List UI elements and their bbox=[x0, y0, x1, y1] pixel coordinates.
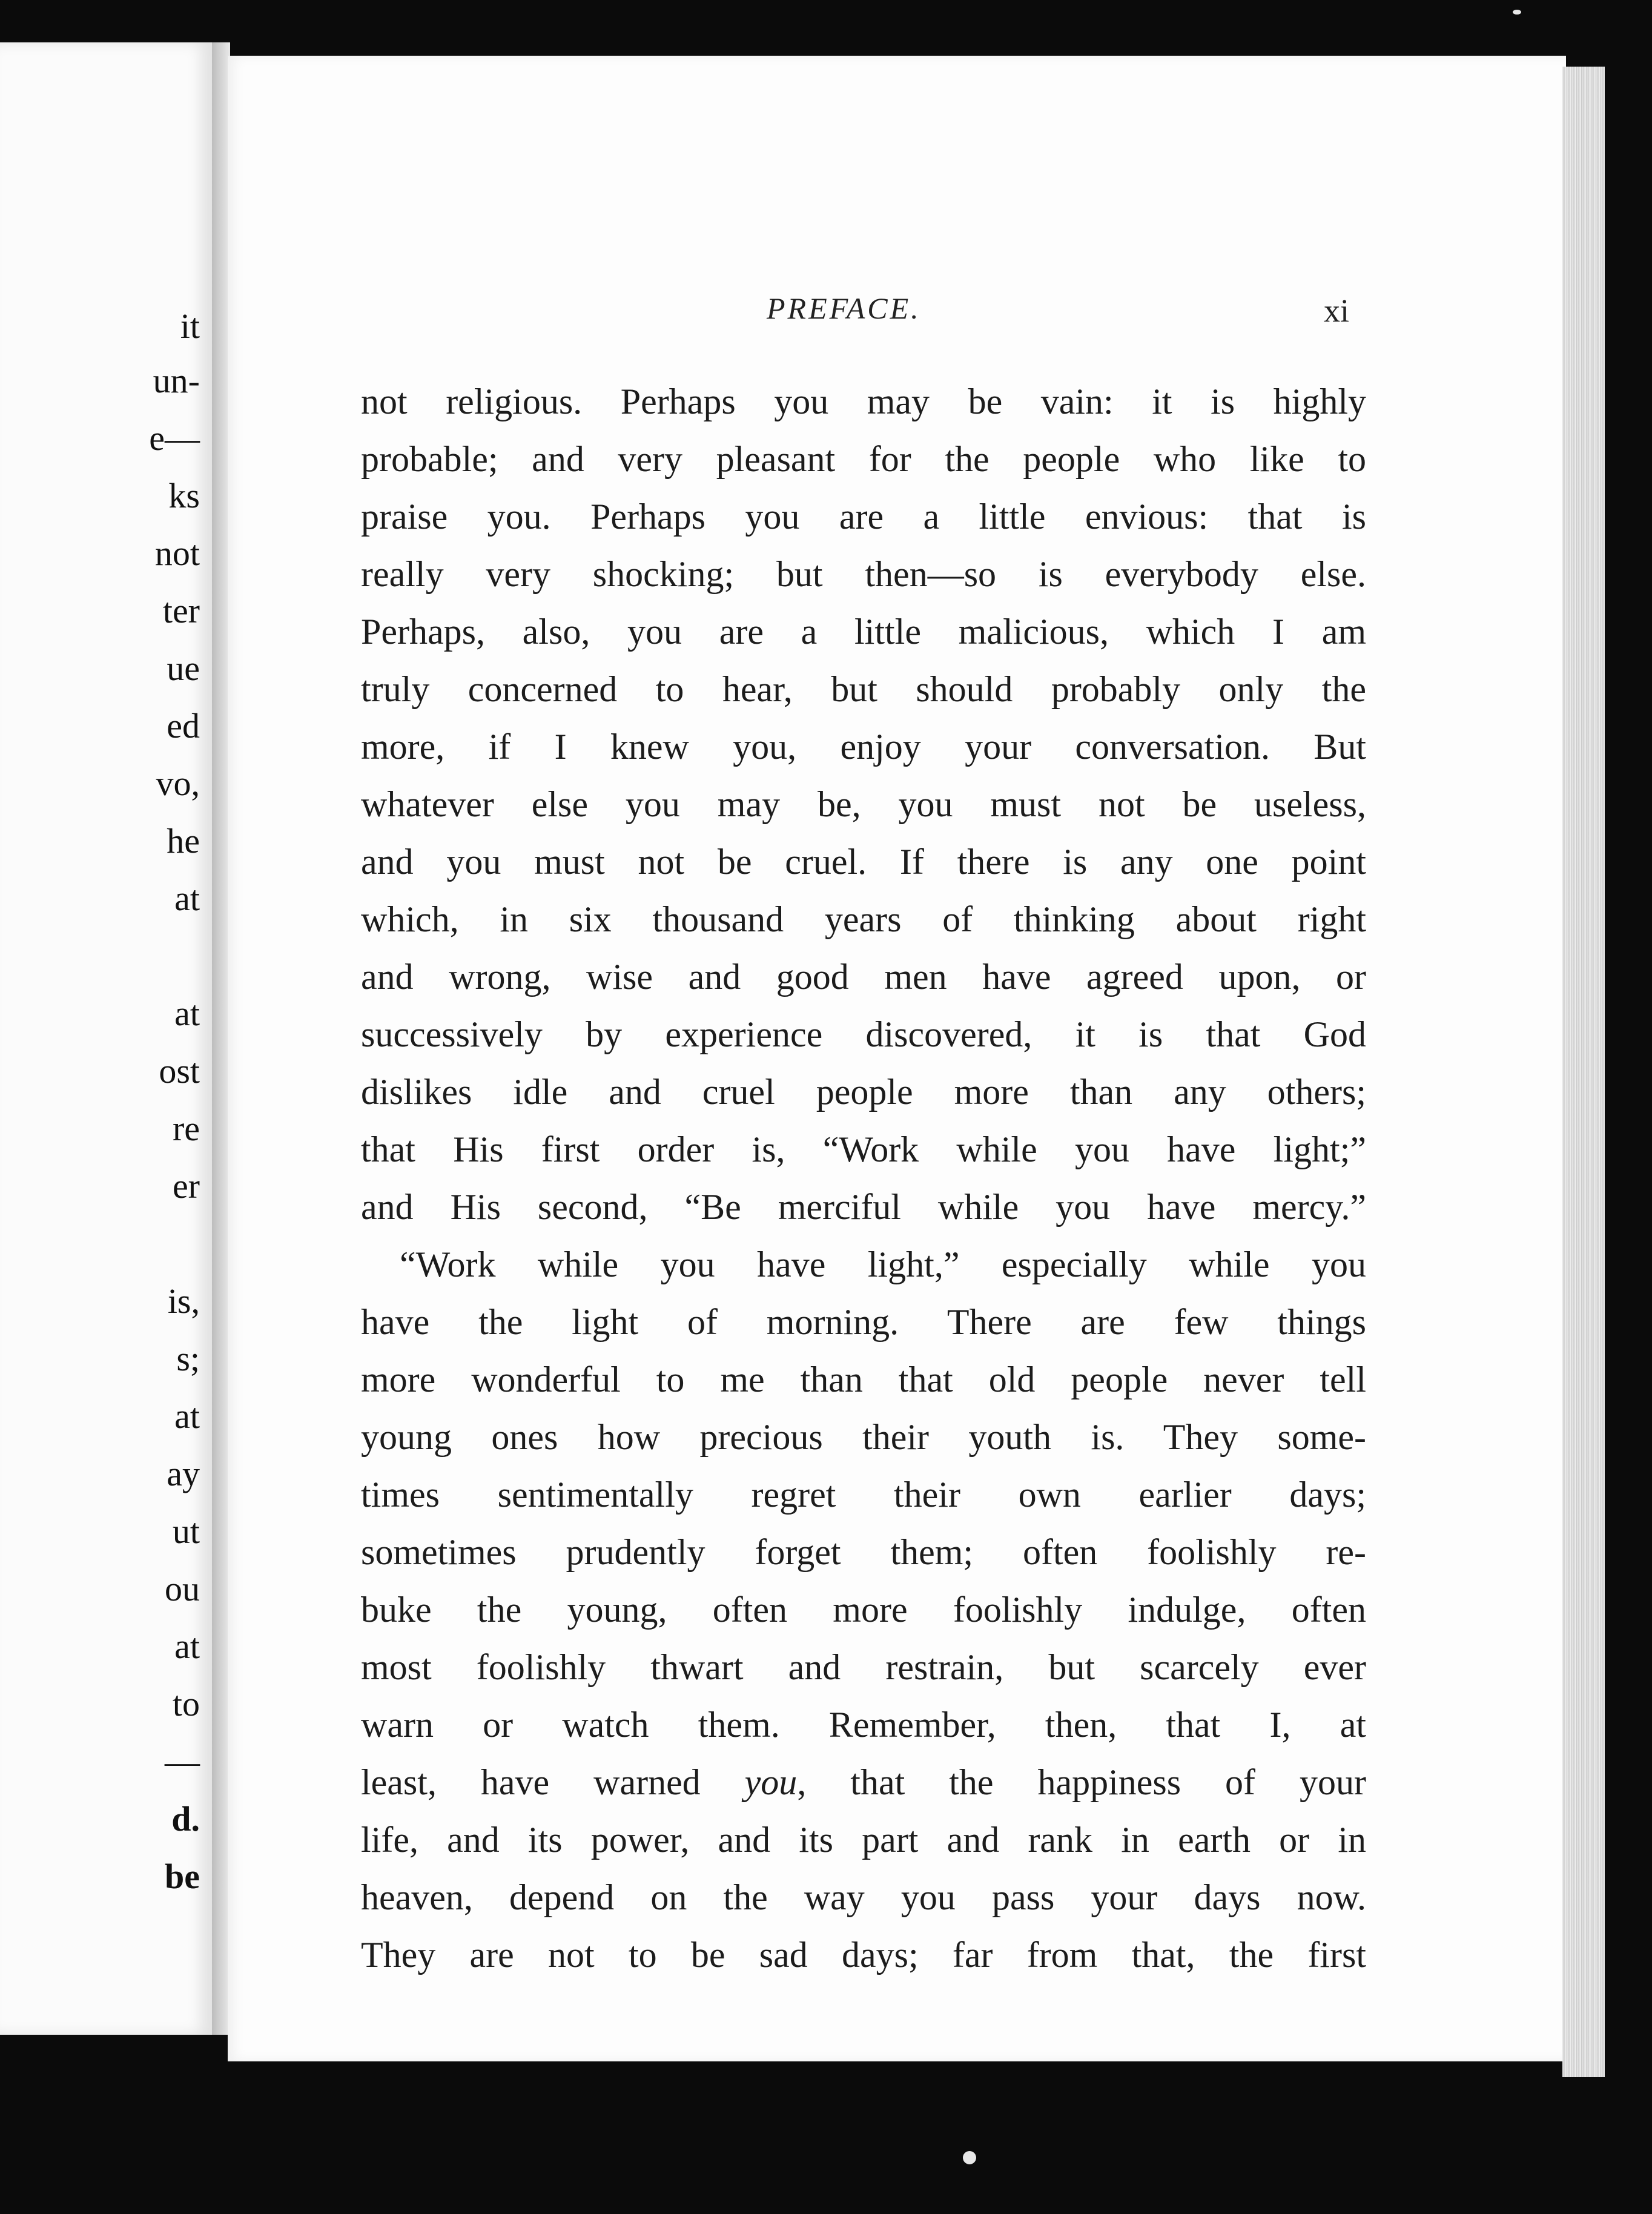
text-line: more, if I knew you, enjoy your conversation. But bbox=[361, 727, 1366, 767]
current-page bbox=[228, 56, 1566, 2061]
text-line: and wrong, wise and good men have agreed upon, or bbox=[361, 957, 1366, 997]
text-line: buke the young, often more foolishly indulge, often bbox=[361, 1590, 1366, 1630]
line-fragment: s; bbox=[176, 1339, 200, 1378]
line-fragment: vo, bbox=[156, 764, 200, 803]
line-fragment: e— bbox=[149, 418, 200, 458]
line-fragment: un- bbox=[153, 361, 200, 400]
text-line: heaven, depend on the way you pass your days now. bbox=[361, 1877, 1366, 1917]
text-line: that His first order is, “Work while you have light;” bbox=[361, 1129, 1366, 1169]
text-line: and you must not be cruel. If there is any one point bbox=[361, 842, 1366, 882]
text-line: They are not to be sad days; far from that, the first bbox=[361, 1935, 1366, 1975]
text-line: not religious. Perhaps you may be vain: it is highly bbox=[361, 382, 1366, 421]
line-fragment: at bbox=[174, 1396, 200, 1436]
text-line: sometimes prudently forget them; often foolishly re- bbox=[361, 1532, 1366, 1572]
line-fragment: er bbox=[172, 1166, 200, 1206]
line-fragment: ks bbox=[168, 476, 200, 515]
text-line: dislikes idle and cruel people more than any others; bbox=[361, 1072, 1366, 1112]
running-head bbox=[228, 291, 1566, 339]
line-fragment: ost bbox=[159, 1051, 200, 1091]
line-fragment: ou bbox=[165, 1569, 200, 1608]
scan-speck bbox=[963, 2151, 976, 2164]
text-line-with-italic bbox=[361, 1754, 1366, 1811]
line-fragment: is, bbox=[167, 1281, 200, 1321]
line-fragment: ed bbox=[167, 706, 200, 745]
text-segment: least, have warned bbox=[361, 1762, 745, 1802]
text-line: and His second, “Be merciful while you have mercy.” bbox=[361, 1187, 1366, 1227]
running-title: PREFACE. bbox=[767, 291, 921, 325]
line-fragment: to bbox=[172, 1684, 200, 1723]
line-fragment: — bbox=[165, 1742, 200, 1781]
text-line: successively by experience discovered, it is that God bbox=[361, 1014, 1366, 1054]
italic-word: you bbox=[744, 1762, 798, 1802]
text-line: young ones how precious their youth is. They some- bbox=[361, 1417, 1366, 1457]
paragraph-first-line: “Work while you have light,” especially while you bbox=[400, 1244, 1366, 1284]
page-number: xi bbox=[1324, 292, 1350, 329]
text-line: most foolishly thwart and restrain, but scarcely ever bbox=[361, 1647, 1366, 1687]
previous-page-edge bbox=[0, 42, 216, 2035]
body-text bbox=[361, 373, 1366, 1984]
text-line: praise you. Perhaps you are a little envious: that is bbox=[361, 497, 1366, 537]
line-fragment: re bbox=[172, 1109, 200, 1148]
text-line: more wonderful to me than that old people never tell bbox=[361, 1360, 1366, 1399]
line-fragment: d. bbox=[171, 1799, 200, 1839]
line-fragment: he bbox=[167, 821, 200, 861]
line-fragment: at bbox=[174, 994, 200, 1033]
line-fragment: at bbox=[174, 879, 200, 918]
line-fragment: not bbox=[154, 534, 200, 573]
text-line: truly concerned to hear, but should probably only the bbox=[361, 669, 1366, 709]
text-line: whatever else you may be, you must not be useless, bbox=[361, 784, 1366, 824]
text-line: really very shocking; but then—so is everybody else. bbox=[361, 554, 1366, 594]
line-fragment: ue bbox=[167, 649, 200, 688]
line-fragment: ay bbox=[167, 1454, 200, 1493]
text-line: probable; and very pleasant for the people who like to bbox=[361, 439, 1366, 479]
text-line: warn or watch them. Remember, then, that I, at bbox=[361, 1705, 1366, 1745]
line-fragment: it bbox=[180, 306, 200, 346]
line-fragment: ter bbox=[162, 591, 200, 630]
line-fragment: ut bbox=[172, 1512, 200, 1551]
page-edges bbox=[1562, 67, 1605, 2077]
text-line: which, in six thousand years of thinking about right bbox=[361, 899, 1366, 939]
scan-speck bbox=[1513, 10, 1521, 15]
text-line: have the light of morning. There are few things bbox=[361, 1302, 1366, 1342]
text-line: life, and its power, and its part and rank in earth or in bbox=[361, 1820, 1366, 1860]
previous-page-text-fragments bbox=[0, 42, 212, 2035]
text-line: times sentimentally regret their own earlier days; bbox=[361, 1475, 1366, 1515]
line-fragment: be bbox=[165, 1857, 200, 1896]
text-segment: , that the happiness of your bbox=[797, 1762, 1366, 1802]
line-fragment: at bbox=[174, 1627, 200, 1666]
text-line: Perhaps, also, you are a little malicious, which I am bbox=[361, 612, 1366, 652]
